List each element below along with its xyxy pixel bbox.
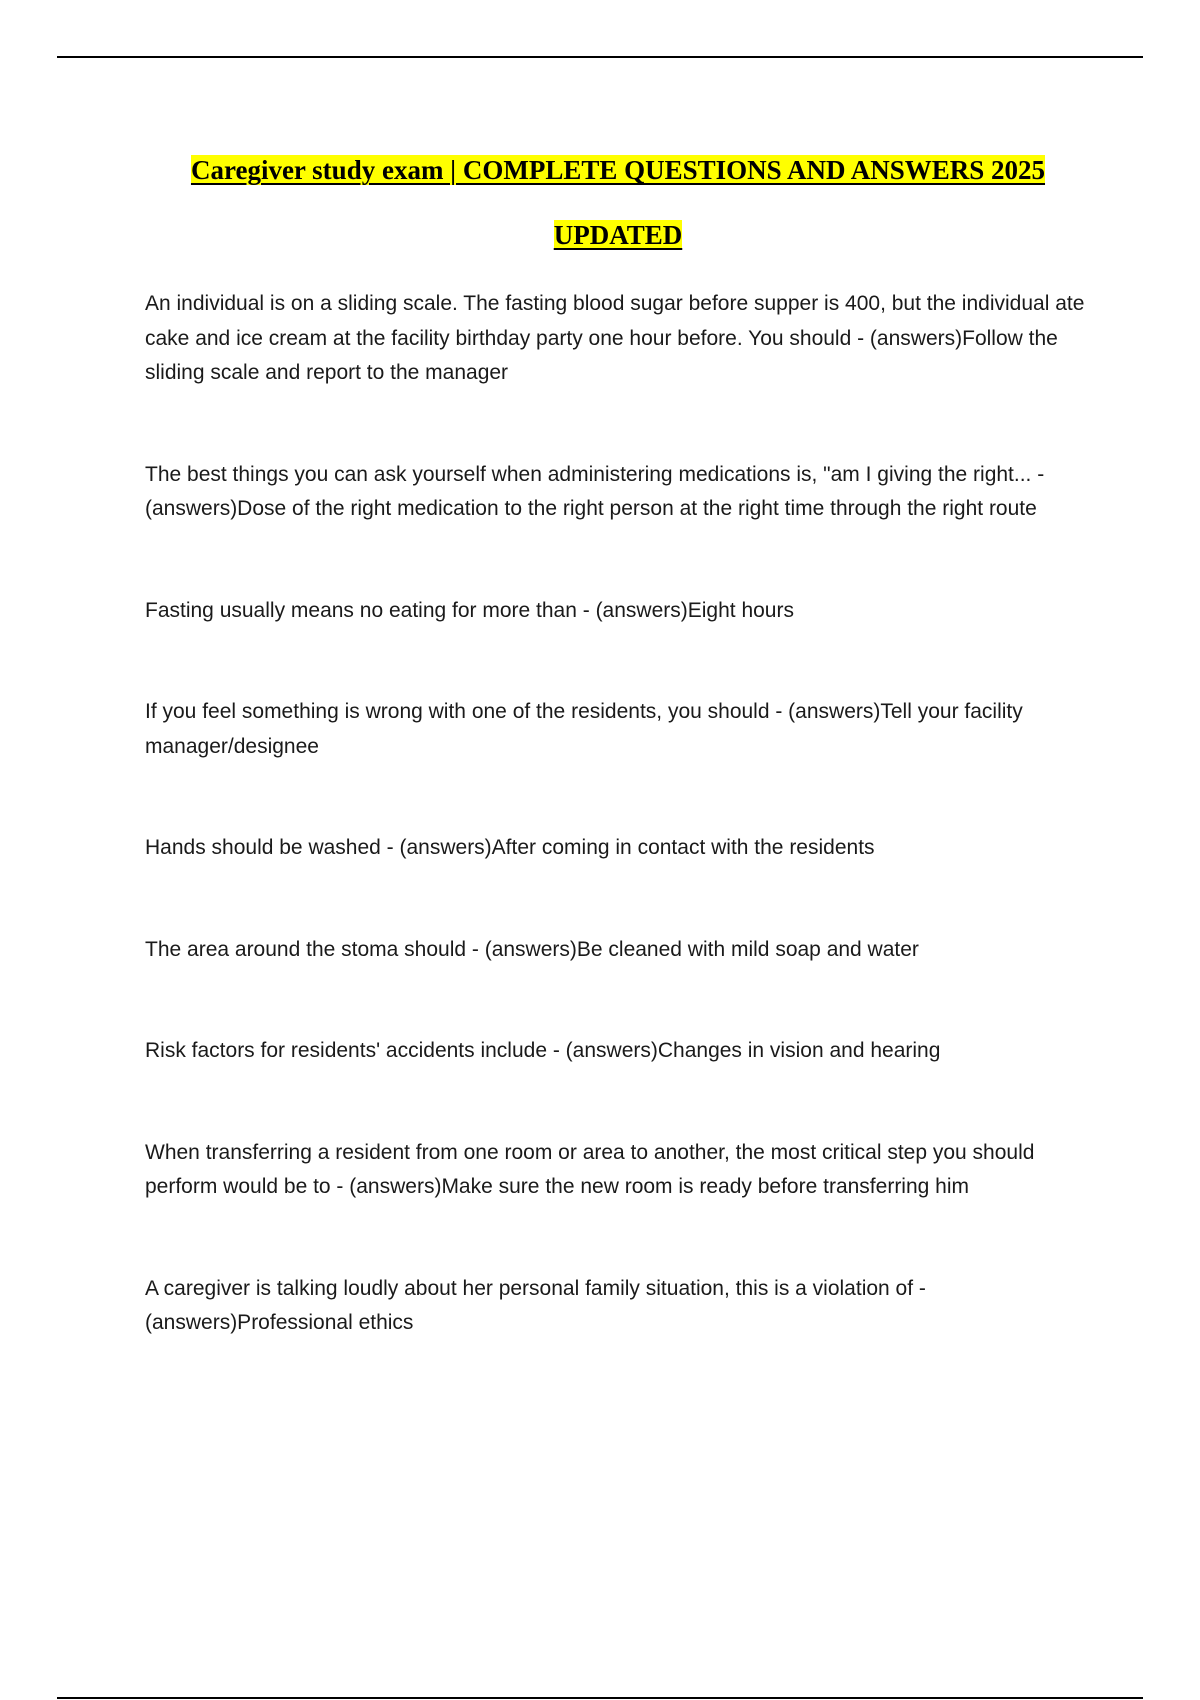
qa-item: If you feel something is wrong with one of the residents, you should - (answers)Tell your facility manager/designee — [145, 700, 1023, 758]
bottom-rule — [57, 1697, 1143, 1699]
qa-item: A caregiver is talking loudly about her personal family situation, this is a violation of - (answers)Professional ethics — [145, 1276, 926, 1334]
qa-list — [145, 287, 1090, 1341]
title-line-2: UPDATED — [553, 220, 683, 250]
top-rule — [57, 56, 1143, 58]
document-title — [0, 138, 1200, 268]
qa-item: An individual is on a sliding scale. The fasting blood sugar before supper is 400, but the individual ate cake and ice cream at the facility birthday party one hour before. You should - (answers)Follow the sliding scale and report to the manager — [145, 292, 1085, 384]
qa-item: The best things you can ask yourself when administering medications is, "am I giving the right... - (answers)Dose of the right medication to the right person at the right time through the right route — [145, 462, 1045, 520]
qa-item: Fasting usually means no eating for more than - (answers)Eight hours — [145, 598, 794, 622]
qa-item: Hands should be washed - (answers)After coming in contact with the residents — [145, 836, 875, 859]
qa-item: Risk factors for residents' accidents include - (answers)Changes in vision and hearing — [145, 1039, 941, 1062]
qa-item: When transferring a resident from one room or area to another, the most critical step you should perform would be to - (answers)Make sure the new room is ready before transferring him — [145, 1140, 1035, 1198]
title-line-1: Caregiver study exam | COMPLETE QUESTIONS AND ANSWERS 2025 — [190, 155, 1046, 185]
qa-item: The area around the stoma should - (answers)Be cleaned with mild soap and water — [145, 937, 919, 961]
